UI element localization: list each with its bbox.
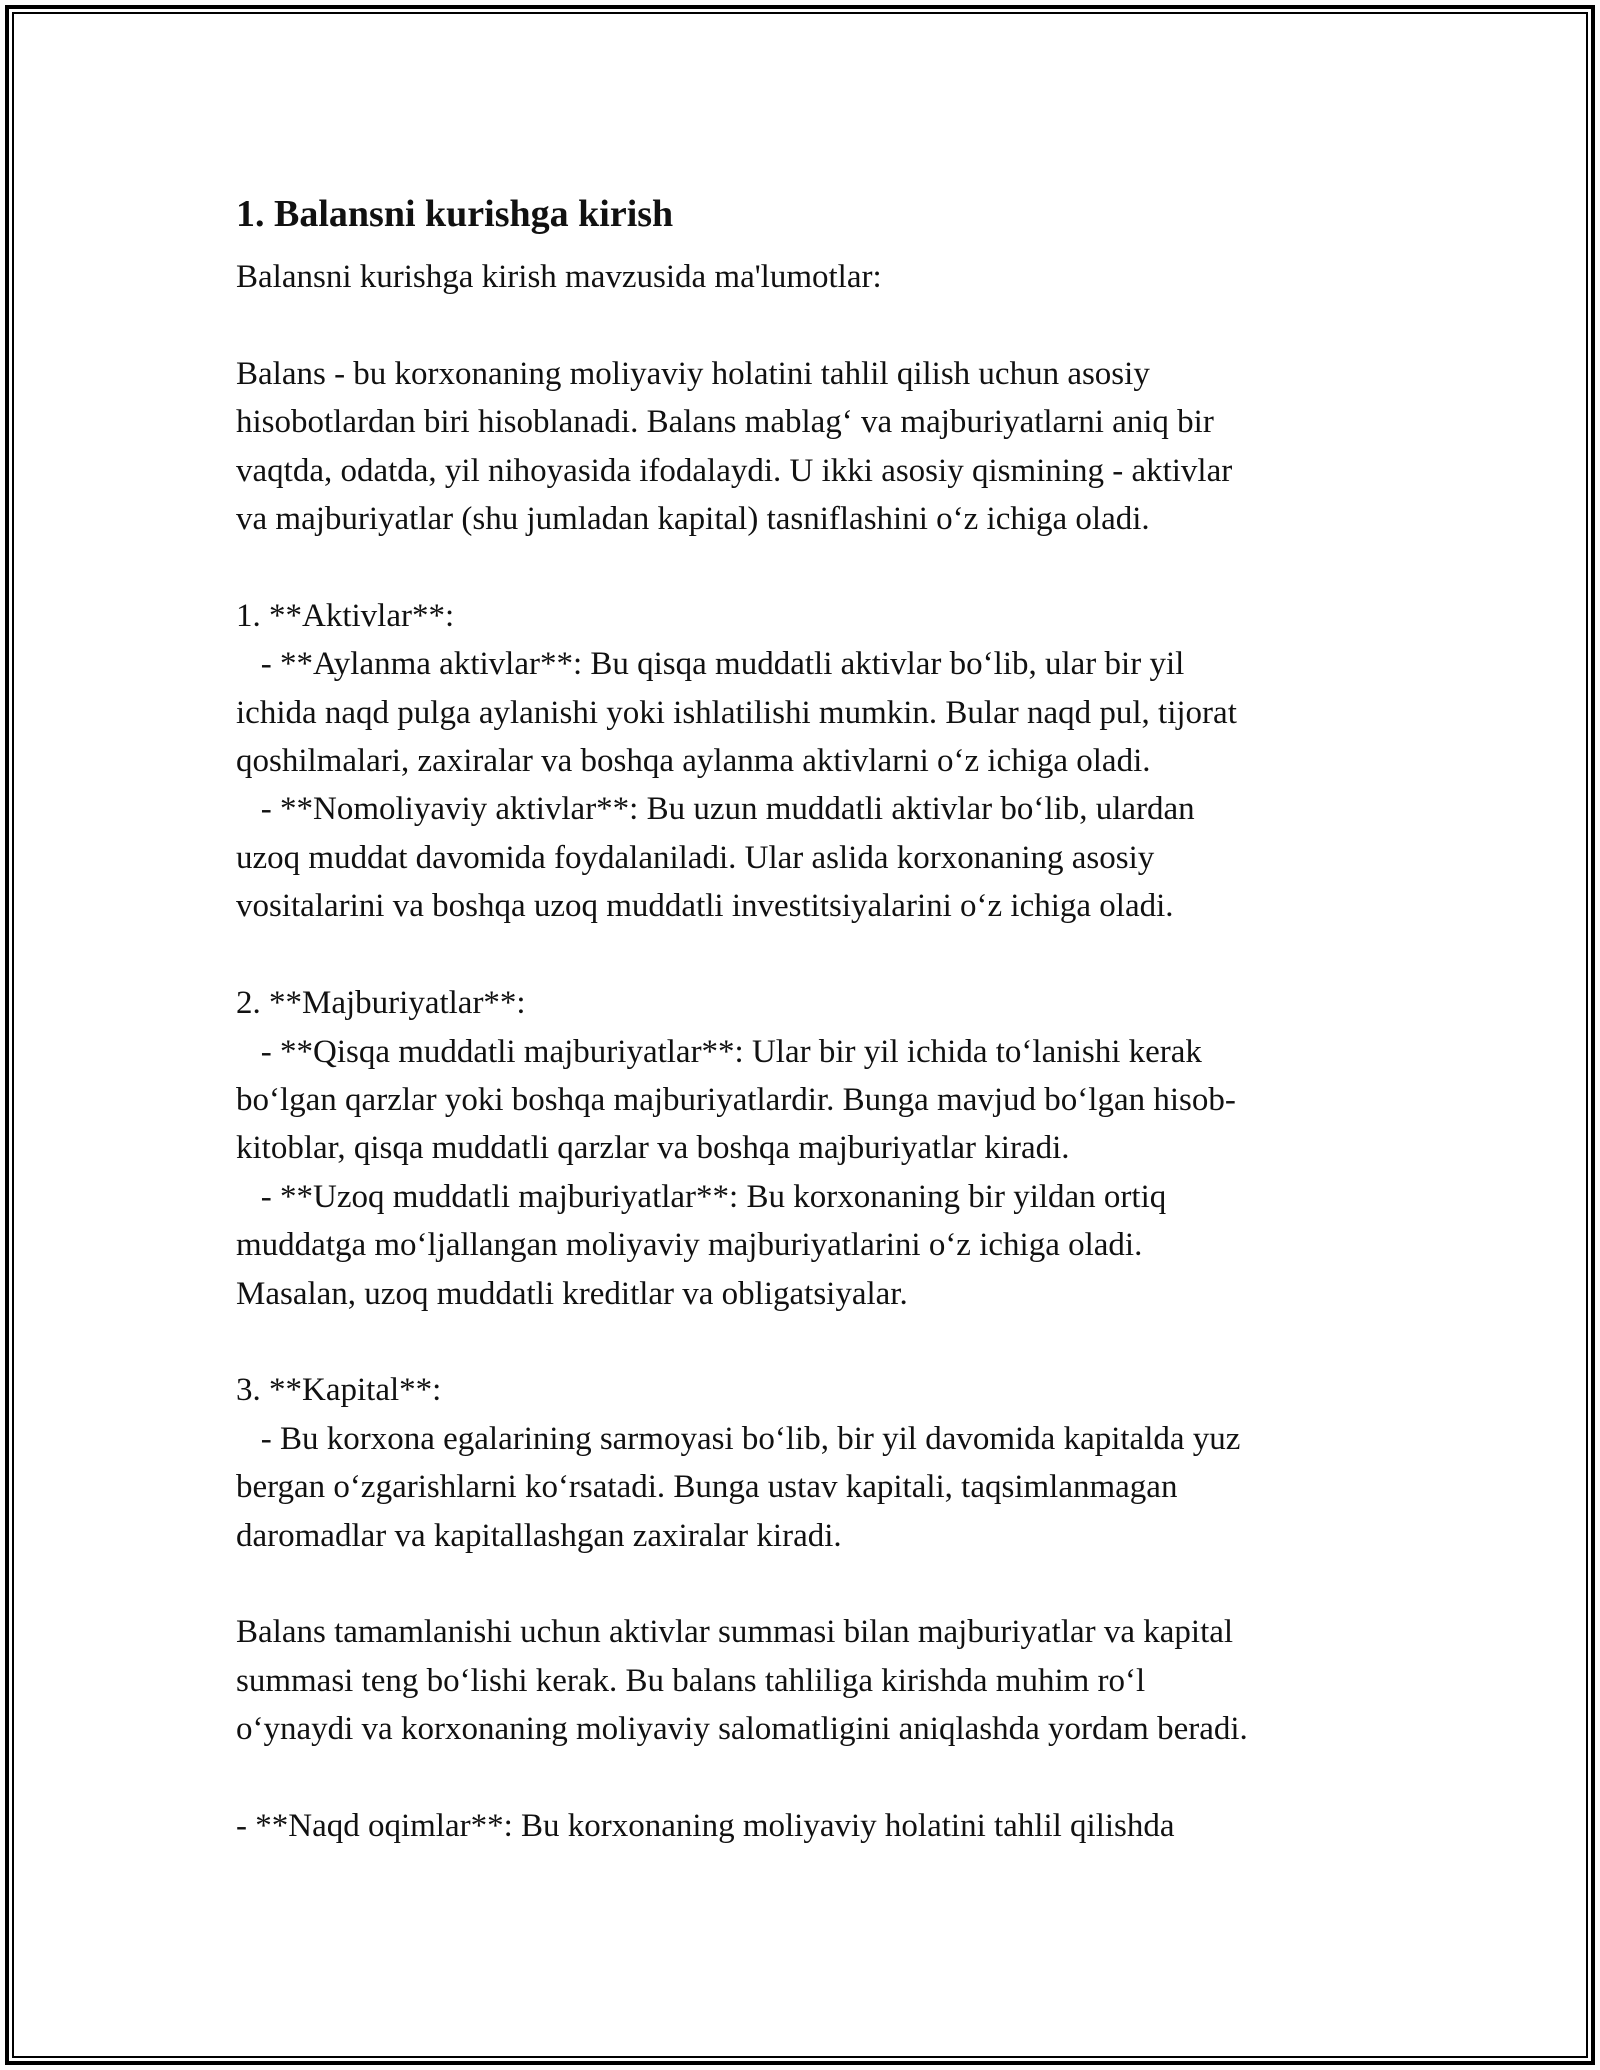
text-line: Balansni kurishga kirish mavzusida ma'lumotlar:: [236, 259, 882, 295]
text-line: - **Naqd oqimlar**: Bu korxonaning moliyaviy holatini tahlil qilishda: [236, 1808, 1175, 1844]
document-heading: 1. Balansni kurishga kirish: [236, 193, 674, 235]
text-line: summasi teng bo‘lishi kerak. Bu balans tahliliga kirishda muhim ro‘l: [236, 1662, 1146, 1699]
text-line: hisobotlardan biri hisoblanadi. Balans mablag‘ va majburiyatlarni aniq bir: [236, 404, 1214, 441]
text-line: [236, 931, 1376, 979]
text-line: bergan o‘zgarishlarni ko‘rsatadi. Bunga ustav kapitali, taqsimlanmagan: [236, 1469, 1178, 1506]
text-line: - **Aylanma aktivlar**: Bu qisqa muddatli aktivlar bo‘lib, ular bir yil: [236, 646, 1185, 683]
text-line: [236, 1318, 1376, 1366]
text-line: Masalan, uzoq muddatli kreditlar va obligatsiyalar.: [236, 1275, 908, 1312]
text-line: - **Qisqa muddatli majburiyatlar**: Ular bir yil ichida to‘lanishi kerak: [236, 1033, 1202, 1070]
text-line: 1. **Aktivlar**:: [236, 597, 455, 634]
text-line: va majburiyatlar (shu jumladan kapital) tasniflashini o‘z ichiga oladi.: [236, 501, 1150, 538]
text-line: vositalarini va boshqa uzoq muddatli investitsiyalarini o‘z ichiga oladi.: [236, 888, 1174, 925]
text-line: vaqtda, odatda, yil nihoyasida ifodalaydi. U ikki asosiy qismining - aktivlar: [236, 452, 1233, 489]
text-line: 2. **Majburiyatlar**:: [236, 985, 526, 1022]
text-line: uzoq muddat davomida foydalaniladi. Ular aslida korxonaning asosiy: [236, 839, 1155, 876]
text-line: [236, 1560, 1376, 1608]
text-line: [236, 1754, 1376, 1802]
text-line: [236, 301, 1376, 349]
text-line: muddatga mo‘ljallangan moliyaviy majburiyatlarini o‘z ichiga oladi.: [236, 1227, 1143, 1264]
text-line: - Bu korxona egalarining sarmoyasi bo‘lib, bir yil davomida kapitalda yuz: [236, 1420, 1241, 1457]
text-line: o‘ynaydi va korxonaning moliyaviy salomatligini aniqlashda yordam beradi.: [236, 1711, 1248, 1748]
text-line: [236, 543, 1376, 591]
text-line: 3. **Kapital**:: [236, 1372, 442, 1409]
text-line: qoshilmalari, zaxiralar va boshqa aylanma aktivlarni o‘z ichiga oladi.: [236, 743, 1151, 780]
text-line: - **Nomoliyaviy aktivlar**: Bu uzun muddatli aktivlar bo‘lib, ulardan: [236, 791, 1195, 828]
text-line: daromadlar va kapitallashgan zaxiralar kiradi.: [236, 1517, 842, 1554]
text-line: kitoblar, qisqa muddatli qarzlar va boshqa majburiyatlar kiradi.: [236, 1130, 1070, 1167]
text-line: ichida naqd pulga aylanishi yoki ishlatilishi mumkin. Bular naqd pul, tijorat: [236, 694, 1237, 731]
text-line: - **Uzoq muddatli majburiyatlar**: Bu korxonaning bir yildan ortiq: [236, 1178, 1167, 1215]
document-body: [236, 183, 1376, 1850]
text-line: Balans - bu korxonaning moliyaviy holatini tahlil qilish uchun asosiy: [236, 355, 1150, 392]
document-text: [236, 253, 1376, 1850]
text-line: Balans tamamlanishi uchun aktivlar summasi bilan majburiyatlar va kapital: [236, 1614, 1234, 1651]
text-line: bo‘lgan qarzlar yoki boshqa majburiyatlardir. Bunga mavjud bo‘lgan hisob-: [236, 1081, 1236, 1118]
